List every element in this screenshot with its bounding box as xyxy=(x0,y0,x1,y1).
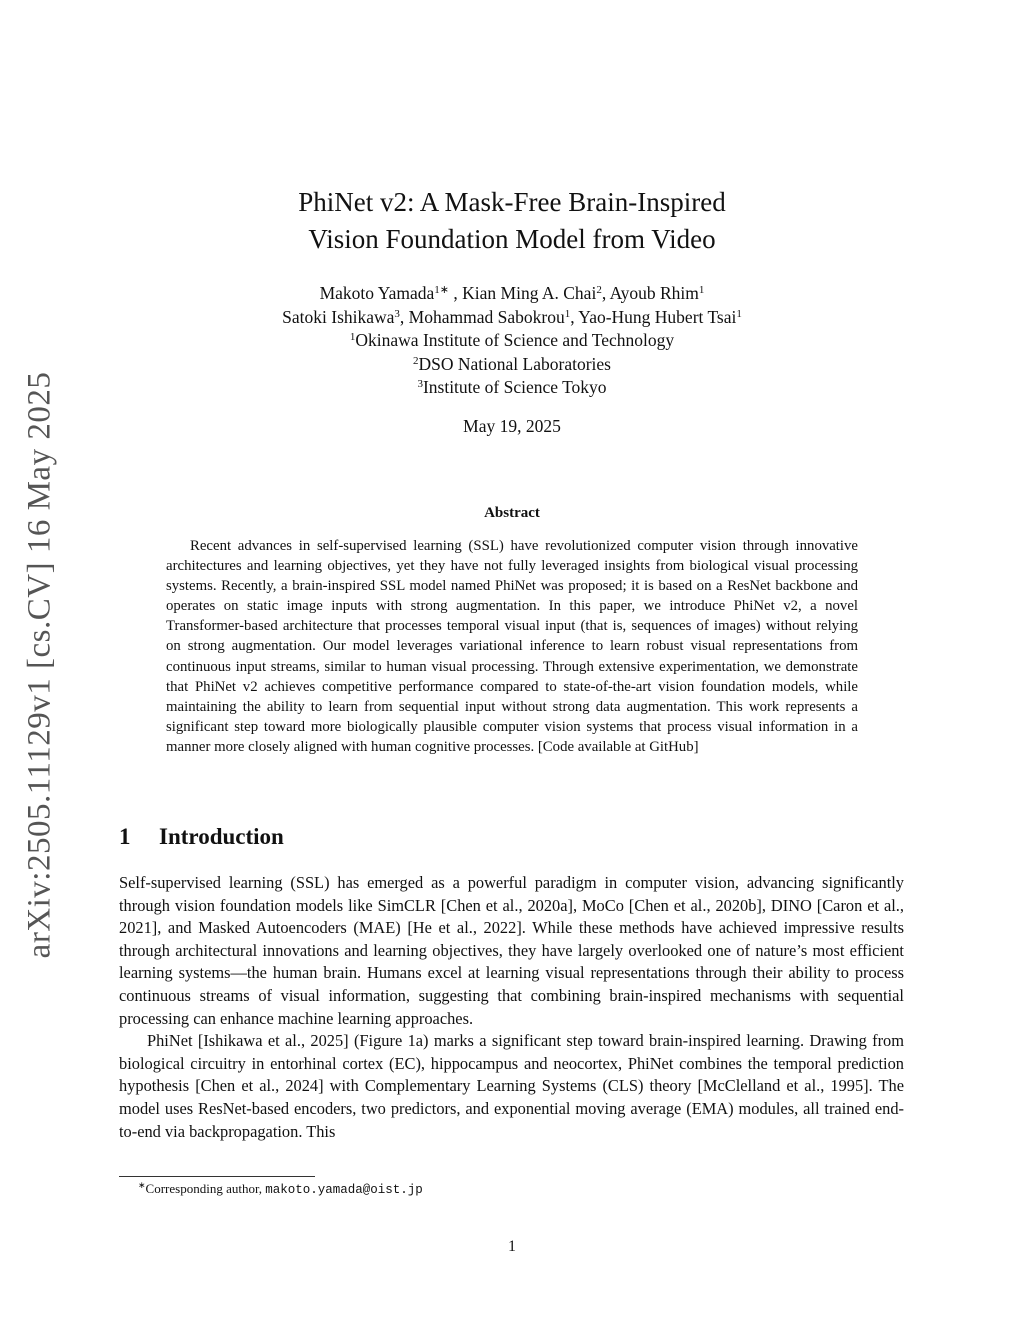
abstract-heading: Abstract xyxy=(484,505,540,521)
introduction-body xyxy=(119,872,904,1143)
author-name: Satoki Ishikawa xyxy=(282,306,395,327)
section-number: 1 xyxy=(119,824,131,849)
footnote-rule xyxy=(119,1176,315,1177)
author-affiliation-mark: 1 xyxy=(698,284,705,296)
affiliation-name: Institute of Science Tokyo xyxy=(422,377,607,397)
section-title: Introduction xyxy=(159,824,284,849)
paragraph-2: PhiNet [Ishikawa et al., 2025] (Figure 1a) marks a significant step toward brain-inspired learning. Drawing from biological circuitry in entorhinal cortex (EC), hippocampus and neocortex, PhiNet combines the temporal prediction hypothesis [Chen et al., 2024] with Complementary Learning Systems (CLS) theory [McClelland et al., 1995]. The model uses ResNet-based encoders, two predictors, and exponential moving average (EMA) modules, all trained end-to-end via backpropagation. This xyxy=(119,1031,904,1141)
author-name: , Yao-Hung Hubert Tsai xyxy=(570,306,737,327)
affiliation-mark: 1 xyxy=(349,331,356,343)
author-affiliation-mark: 1 xyxy=(736,307,742,320)
author-line-2 xyxy=(140,306,884,330)
arxiv-identifier: arXiv:2505.11129v1 [cs.CV] 16 May 2025 xyxy=(21,371,58,959)
title-line-1: PhiNet v2: A Mask-Free Brain-Inspired xyxy=(298,187,726,217)
footnote-text: Corresponding author, xyxy=(145,1181,266,1196)
author-name: , Kian Ming A. Chai xyxy=(449,283,597,303)
paragraph-1: Self-supervised learning (SSL) has emerged as a powerful paradigm in computer vision, advancing significantly through vision foundation models like SimCLR [Chen et al., 2020a], MoCo [Chen et al., 2020b], DINO [Caron et al., 2021], and Masked Autoencoders (MAE) [He et al., 2022]. While these methods have achieved impressive results through architectural innovations and learning objectives, they have largely overlooked one of nature’s most efficient learning systems—the human brain. Humans excel at learning visual representations through their ability to process continuous streams of visual information, suggesting that combining brain-inspired mechanisms with sequential processing can enhance machine learning approaches. xyxy=(119,873,904,1028)
author-name: , Ayoub Rhim xyxy=(601,283,699,303)
abstract-text xyxy=(166,536,858,757)
footnote-marker: ∗ xyxy=(138,1180,146,1190)
affiliation-mark: 3 xyxy=(417,378,423,390)
author-line-1 xyxy=(140,282,884,306)
corresponding-email: makoto.yamada@oist.jp xyxy=(265,1183,423,1197)
author-affiliation-mark: 2 xyxy=(596,284,602,296)
affiliation-1 xyxy=(140,329,884,353)
paper-title xyxy=(140,184,884,258)
author-name: Makoto Yamada xyxy=(319,283,435,303)
author-affiliation-mark: 1∗ xyxy=(434,284,450,296)
affiliation-name: Okinawa Institute of Science and Technology xyxy=(355,330,675,350)
author-affiliation-mark: 1 xyxy=(564,307,571,320)
author-affiliation-mark: 3 xyxy=(394,307,400,320)
page-number: 1 xyxy=(508,1238,516,1255)
affiliation-mark: 2 xyxy=(413,354,419,367)
title-line-2: Vision Foundation Model from Video xyxy=(308,224,716,254)
author-name: , Mohammad Sabokrou xyxy=(399,306,565,327)
publication-date: May 19, 2025 xyxy=(463,416,561,436)
affiliation-3 xyxy=(140,376,884,400)
abstract-body: Recent advances in self-supervised learning (SSL) have revolutionized computer vision through innovative architectures and learning objectives, yet they have not fully leveraged insights from biological visual processing systems. Recently, a brain-inspired SSL model named PhiNet was proposed; it is based on a ResNet backbone and operates on static image inputs with strong augmentation. In this paper, we introduce PhiNet v2, a novel Transformer-based architecture that processes temporal visual input (that is, sequences of images) without relying on strong augmentation. Our model leverages variational inference to learn robust visual representations from continuous input streams, similar to human visual processing. Through extensive experimentation, we demonstrate that PhiNet v2 achieves competitive performance compared to state-of-the-art vision foundation models, while maintaining the ability to learn from sequential input without strong data augmentation. This work represents a significant step toward more biologically plausible computer vision systems that process visual information in a manner more closely aligned with human cognitive processes. [Code available at GitHub] xyxy=(166,538,858,755)
arxiv-sidebar-stamp xyxy=(8,365,72,965)
author-block xyxy=(140,282,884,400)
section-heading xyxy=(119,824,284,850)
affiliation-2 xyxy=(140,353,884,377)
affiliation-name: DSO National Laboratories xyxy=(418,353,611,374)
footnote xyxy=(138,1181,423,1197)
